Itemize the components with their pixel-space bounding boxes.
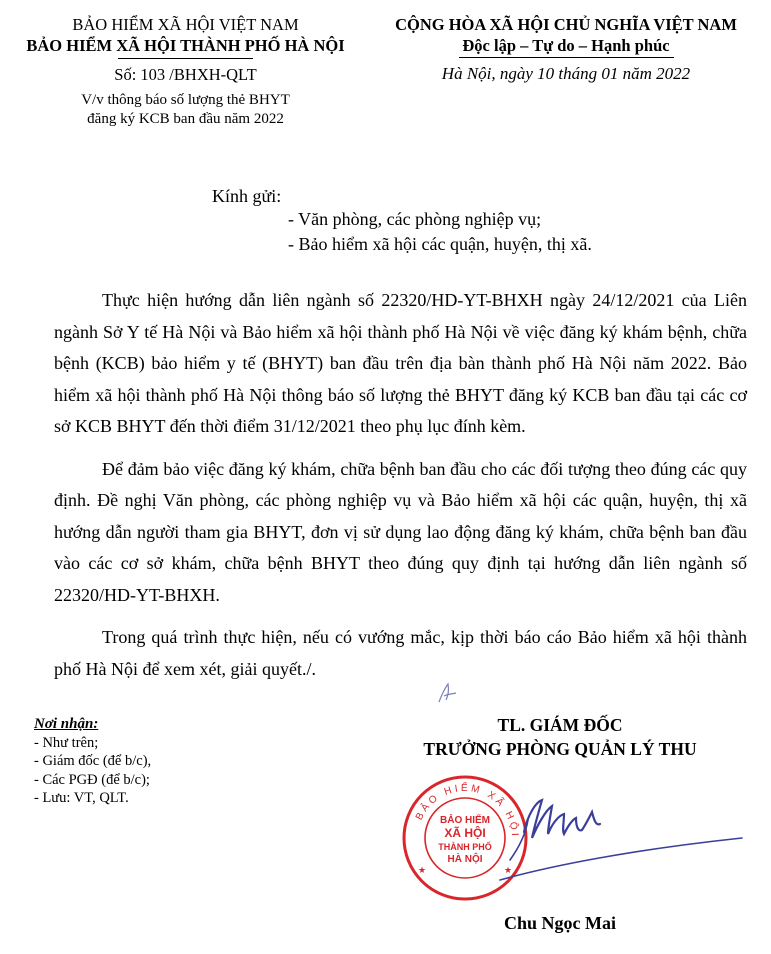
signature-title-1: TL. GIÁM ĐỐC <box>497 715 623 735</box>
agency-name: BẢO HIỂM XÃ HỘI THÀNH PHỐ HÀ NỘI <box>26 36 345 55</box>
recipient-item: - Bảo hiểm xã hội các quận, huyện, thị xã. <box>288 234 592 254</box>
agency-divider <box>118 58 253 59</box>
receivers-title: Nơi nhận: <box>34 716 99 732</box>
country-name: CỘNG HÒA XÃ HỘI CHỦ NGHĨA VIỆT NAM <box>395 15 737 34</box>
agency-parent: BẢO HIỂM XÃ HỘI VIỆT NAM <box>72 15 299 34</box>
document-number: Số: 103 /BHXH-QLT <box>114 65 257 84</box>
seal-line-2: XÃ HỘI <box>444 826 486 840</box>
document-date: Hà Nội, ngày 10 tháng 01 năm 2022 <box>441 64 691 83</box>
subject-line-1: V/v thông báo số lượng thẻ BHYT <box>81 92 290 108</box>
motto: Độc lập – Tự do – Hạnh phúc <box>462 36 670 55</box>
national-header-block <box>362 14 770 86</box>
svg-text:★: ★ <box>418 865 427 875</box>
seal-line-4: HÀ NỘI <box>447 854 483 865</box>
issuing-agency-block <box>8 14 363 129</box>
receiver-item: - Lưu: VT, QLT. <box>34 790 129 806</box>
receiver-item: - Như trên; <box>34 734 99 751</box>
initial-mark-icon <box>436 680 458 706</box>
greeting: Kính gửi: <box>212 186 282 206</box>
receiver-item: - Giám đốc (để b/c), <box>34 753 152 769</box>
seal-line-1: BẢO HIỂM <box>440 815 490 826</box>
body-paragraph: Thực hiện hướng dẫn liên ngành số 22320/HD-YT-BHXH ngày 24/12/2021 của Liên ngành Sở Y tế Hà Nội và Bảo hiểm xã hội thành phố Hà Nội về việc đăng ký khám bệnh, chữa bệnh (KCB) bảo hiểm y tế (BHYT) ban đầu trên địa bàn thành phố Hà Nội năm 2022. Bảo hiểm xã hội thành phố Hà Nội thông báo số lượng thẻ BHYT đăng ký KCB ban đầu tại các cơ sở KCB BHYT đến thời điểm 31/12/2021 theo phụ lục đính kèm. <box>54 290 747 436</box>
body-paragraph: Trong quá trình thực hiện, nếu có vướng mắc, kịp thời báo cáo Bảo hiểm xã hội thành phố Hà Nội để xem xét, giải quyết./. <box>54 627 747 679</box>
motto-divider <box>459 57 674 58</box>
body-paragraph: Để đảm bảo việc đăng ký khám, chữa bệnh ban đầu cho các đối tượng theo đúng các quy định. Đề nghị Văn phòng, các phòng nghiệp vụ và Bảo hiểm xã hội các quận, huyện, thị xã hướng dẫn người tham gia BHYT, đơn vị sử dụng lao động đăng ký khám, chữa bệnh ban đầu vào các cơ sở khám, chữa bệnh BHYT theo đúng quy định tại hướng dẫn liên ngành số 22320/HD-YT-BHXH. <box>54 458 747 605</box>
svg-text:★: ★ <box>504 865 513 875</box>
receivers-block <box>34 715 274 808</box>
signer-name: Chu Ngọc Mai <box>504 913 616 933</box>
handwritten-signature-icon <box>480 780 750 900</box>
receiver-item: - Các PGĐ (để b/c); <box>34 771 150 788</box>
subject-line-2: đăng ký KCB ban đầu năm 2022 <box>87 111 284 127</box>
seal-line-3: THÀNH PHỐ <box>438 842 492 852</box>
seal-ring-text: BẢO HIỂM XÃ HỘI <box>413 782 521 840</box>
letter-body <box>54 285 747 696</box>
recipient-item: - Văn phòng, các phòng nghiệp vụ; <box>288 209 542 229</box>
signature-title-2: TRƯỞNG PHÒNG QUẢN LÝ THU <box>423 739 697 759</box>
recipient-list <box>288 207 592 257</box>
